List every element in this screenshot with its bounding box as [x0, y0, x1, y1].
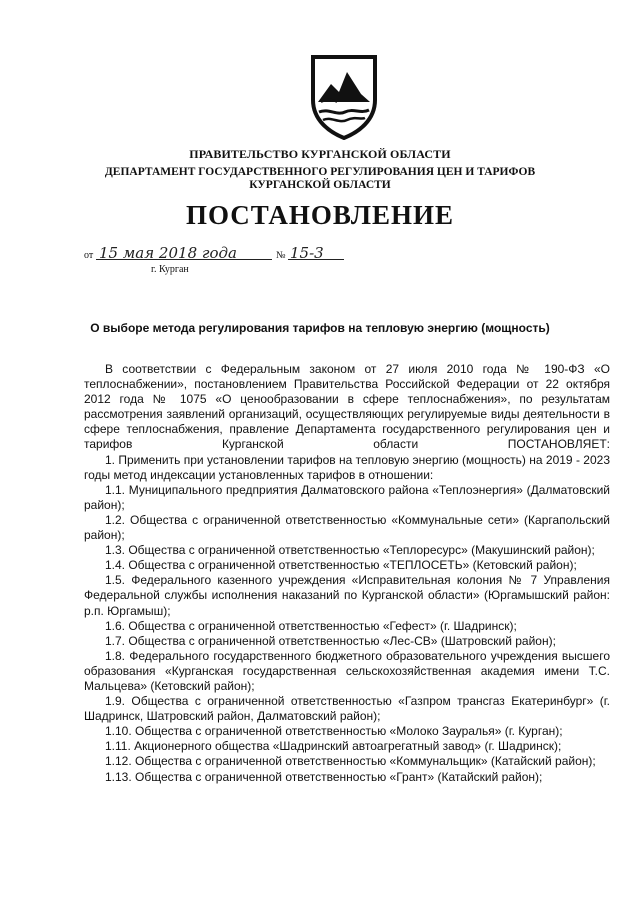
- date-number-line: [84, 244, 384, 264]
- list-item: 1.12. Общества с ограниченной ответственностью «Коммунальщик» (Катайский район);: [105, 754, 596, 769]
- government-name: ПРАВИТЕЛЬСТВО КУРГАНСКОЙ ОБЛАСТИ: [189, 147, 451, 161]
- number-underline: [288, 259, 344, 260]
- body-paragraph: 1. Применить при установлении тарифов на тепловую энергию (мощность) на 2019 - 2023 годы метод индексации установленных тарифов в отношении:: [84, 452, 610, 482]
- list-item: 1.5. Федерального казенного учреждения «Исправительная колония № 7 Управления Федеральной службы исполнения наказаний по Курганской области» (Юргамышский район: р.п. Юргамыш);: [84, 573, 610, 618]
- list-item: 1.3. Общества с ограниченной ответственностью «Теплоресурс» (Макушинский район);: [105, 543, 595, 558]
- list-item: 1.6. Общества с ограниченной ответственностью «Гефест» (г. Шадринск);: [105, 618, 517, 633]
- list-item: 1.2. Общества с ограниченной ответственностью «Коммунальные сети» (Каргапольский район);: [84, 512, 610, 543]
- department-line-1: ДЕПАРТАМЕНТ ГОСУДАРСТВЕННОГО РЕГУЛИРОВАНИЯ ЦЕН И ТАРИФОВ: [104, 166, 536, 178]
- list-item: 1.11. Акционерного общества «Шадринский автоагрегатный завод» (г. Шадринск);: [105, 739, 562, 754]
- list-item: 1.7. Общества с ограниченной ответственностью «Лес-СВ» (Шатровский район);: [105, 633, 556, 648]
- from-label: от: [84, 250, 94, 261]
- preamble-paragraph: В соответствии с Федеральным законом от 27 июля 2010 года № 190-ФЗ «О теплоснабжении», постановлением Правительства Российской Федерации от 22 октября 2012 года № 1075 «О ценообразовании в сфере теплоснабжения», по результатам рассмотрения заявлений организаций, осуществляющих регулируемые виды деятельности в сфере теплоснабжения, правление Департамента государственного регулирования цен и тарифов Курганской области ПОСТАНОВЛЯЕТ:: [84, 362, 610, 452]
- number-label: №: [276, 250, 286, 261]
- city-name: г. Курган: [151, 264, 189, 275]
- document-subject: О выборе метода регулирования тарифов на тепловую энергию (мощность): [90, 321, 550, 335]
- document-body: [84, 362, 610, 785]
- department-line-2: КУРГАНСКОЙ ОБЛАСТИ: [249, 179, 391, 191]
- list-item: 1.8. Федерального государственного бюджетного образовательного учреждения высшего образования «Курганская государственная сельскохозяйственная академия имени Т.С. Мальцева» (Кетовский район);: [84, 648, 610, 693]
- list-item: 1.4. Общества с ограниченной ответственностью «ТЕПЛОСЕТЬ» (Кетовский район);: [105, 558, 577, 573]
- list-item: 1.13. Общества с ограниченной ответственностью «Грант» (Катайский район);: [105, 769, 543, 784]
- list-item: 1.9. Общества с ограниченной ответственностью «Газпром трансгаз Екатеринбург» (г. Шадринск, Шатровский район, Далматовский район);: [84, 694, 610, 724]
- list-item: 1.10. Общества с ограниченной ответственностью «Молоко Зауралья» (г. Курган);: [105, 724, 563, 739]
- document-number: 15-3: [290, 244, 324, 262]
- department-name: [0, 166, 640, 192]
- document-date: 15 мая 2018 года: [99, 244, 237, 262]
- list-item: 1.1. Муниципального предприятия Далматовского района «Теплоэнергия» (Далматовский район);: [84, 482, 610, 512]
- kurgan-coat-of-arms-icon: [309, 54, 379, 140]
- document-type-title: ПОСТАНОВЛЕНИЕ: [185, 200, 455, 230]
- date-underline: [96, 259, 272, 260]
